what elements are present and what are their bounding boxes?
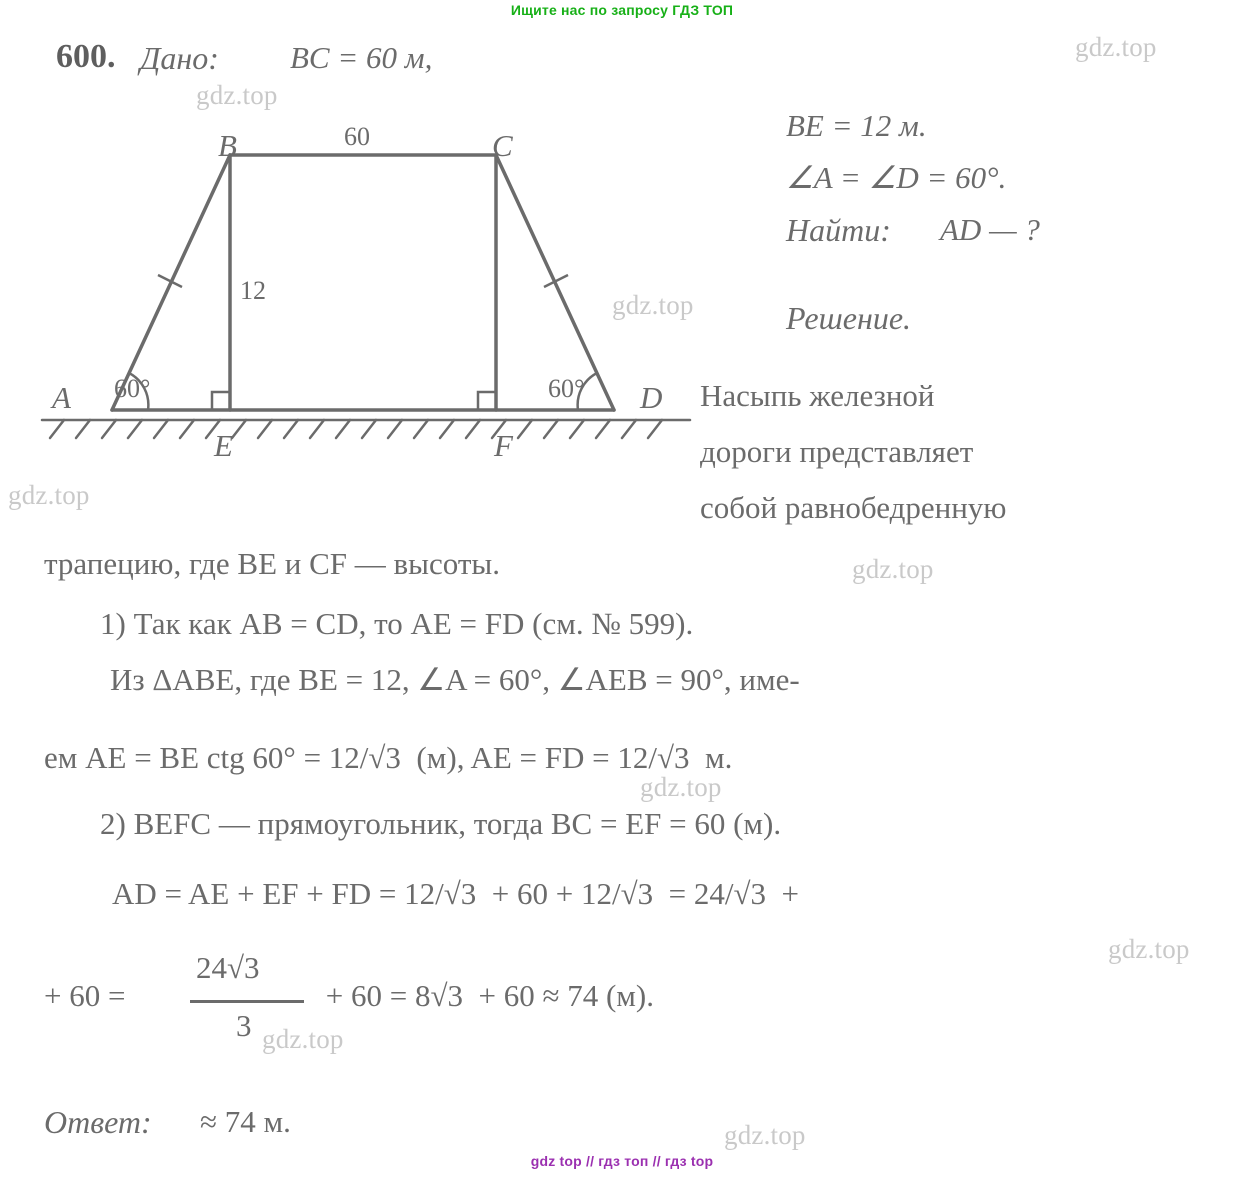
given-label: Дано: (140, 40, 219, 76)
given-line-3: ∠A = ∠D = 60°. (786, 160, 1007, 195)
solution-step1b: Из ΔABE, где BE = 12, ∠A = 60°, ∠AEB = 90°, име- (110, 662, 800, 697)
find-label: Найти: (786, 212, 891, 248)
label-top-side-length: 60 (344, 122, 370, 151)
watermark: gdz.top (640, 772, 722, 802)
vertex-label-f: F (494, 428, 513, 463)
fraction-bar (190, 1000, 304, 1003)
watermark: gdz.top (724, 1120, 806, 1150)
find-value: AD — ? (940, 212, 1040, 247)
answer-label: Ответ: (44, 1104, 152, 1140)
solution-para1-line3: собой равнобедренную (700, 490, 1007, 525)
solution-step1c: ем AE = BE ctg 60° = 12/√3 (м), AE = FD = 12/√3 м. (44, 740, 733, 775)
vertex-label-b: B (218, 128, 237, 163)
right-angle-f (478, 392, 496, 410)
watermark: gdz.top (1108, 934, 1190, 964)
fraction-denominator: 3 (236, 1008, 252, 1043)
right-angle-e (212, 392, 230, 410)
label-height-value: 12 (240, 276, 266, 305)
solution-step1: 1) Так как AB = CD, то AE = FD (см. № 599). (100, 606, 694, 641)
given-line-2: BE = 12 м. (786, 108, 927, 143)
label-angle-d: 60° (548, 374, 585, 403)
vertex-label-a: A (52, 380, 71, 415)
solution-step2: 2) BEFC — прямоугольник, тогда BC = EF = 60 (м). (100, 806, 782, 841)
vertex-label-d: D (640, 380, 663, 415)
watermark: gdz.top (196, 80, 278, 110)
solution-para1-line1: Насыпь железной (700, 378, 935, 413)
solution-step2c-suffix: + 60 = 8√3 + 60 ≈ 74 (м). (318, 978, 654, 1013)
answer-value: ≈ 74 м. (200, 1104, 291, 1139)
bottom-promo-banner: gdz top // гдз топ // гдз top (530, 1153, 714, 1169)
vertex-label-e: E (214, 428, 233, 463)
top-promo-banner: Ищите нас по запросу ГДЗ ТОП (510, 2, 734, 18)
solution-para1-line4: трапецию, где BE и CF — высоты. (44, 546, 500, 581)
solution-step2b: AD = AE + EF + FD = 12/√3 + 60 + 12/√3 = 24/√3 + (112, 876, 799, 911)
problem-number: 600. (56, 38, 116, 75)
fraction-numerator: 24√3 (196, 950, 260, 985)
watermark: gdz.top (8, 480, 90, 510)
watermark: gdz.top (1075, 32, 1157, 62)
watermark: gdz.top (852, 554, 934, 584)
vertex-label-c: C (492, 128, 513, 163)
solution-step2c-prefix: + 60 = (44, 978, 134, 1013)
given-line-1: BC = 60 м, (290, 40, 433, 75)
watermark: gdz.top (612, 290, 694, 320)
watermark: gdz.top (262, 1024, 344, 1054)
label-angle-a: 60° (114, 374, 151, 403)
solution-para1-line2: дороги представляет (700, 434, 974, 469)
solution-label: Решение. (786, 300, 912, 336)
